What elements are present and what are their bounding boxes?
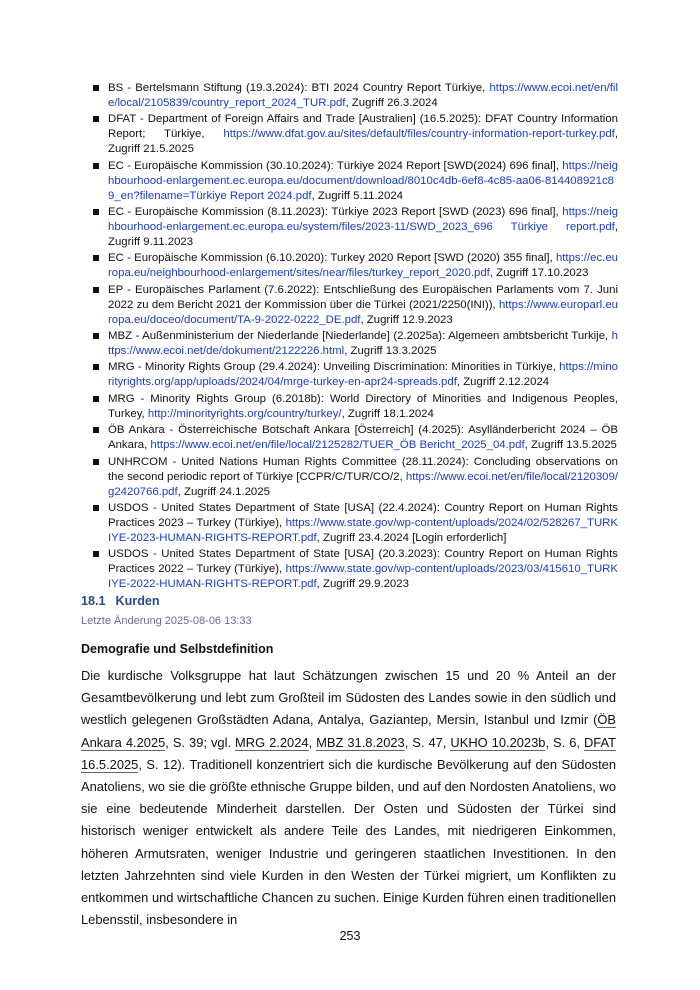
body-paragraph: Die kurdische Volksgruppe hat laut Schätzungen zwischen 15 und 20 % Anteil an der Gesamtbevölkerung und lebt zum Großteil im Südosten des Landes sowie in den südlich und westlich gelegenen Großstädten Adana, Antalya, Gaziantep, Mersin, Istanbul und Izmir (ÖB Ankara 4.2025, S. 39; vgl. MRG 2.2024, MBZ 31.8.2023, S. 47, UKHO 10.2023b, S. 6, DFAT 16.5.2025, S. 12). Traditionell konzentriert sich die kurdische Bevölkerung auf den Südosten Anatoliens, wo sie die größte ethnische Gruppe bilden, und auf den Nordosten Anatoliens, wo sie eine bedeutende Minderheit darstellen. Der Osten und Südosten der Türkei sind historisch weniger entwickelt als andere Teile des Landes, mit niedrigeren Einkommen, höheren Armutsraten, weniger Industrie und geringeren staatlichen Investitionen. In den letzten Jahrzehnten sind viele Kurden in den Westen der Türkei migriert, um Konflikten zu entkommen und wirtschaftliche Chancen zu suchen. Einige Kurden führen einen traditionellen Lebensstil, insbesondere in — [81, 668, 616, 928]
reference-link[interactable]: https://www.state.gov/wp-content/uploads/2024/02/528267_TURKIYE-2023-HUMAN-RIGHTS-REPORT.pdf — [108, 516, 618, 544]
reference-item: MRG - Minority Rights Group (6.2018b): World Directory of Minorities and Indigenous Peoples, Turkey, http://minorityrights.org/country/turkey/, Zugriff 18.1.2024 — [93, 392, 618, 422]
section-number: 18.1 — [81, 594, 106, 608]
bullet-icon — [93, 505, 99, 511]
last-updated: Letzte Änderung 2025-08-06 13:33 — [81, 615, 252, 627]
reference-link[interactable]: https://ec.europa.eu/neighbourhood-enlargement/sites/near/files/turkey_report_2020.pdf — [108, 252, 618, 280]
citation-link[interactable]: MRG 2.2024 — [235, 734, 309, 750]
bullet-icon — [93, 85, 99, 91]
reference-item: EC - Europäische Kommission (6.10.2020): Turkey 2020 Report [SWD (2020) 355 final], https://ec.europa.eu/neighbourhood-enlargement/sites/near/files/turkey_report_2020.pdf, Zugriff 17.10.2023 — [93, 251, 618, 281]
bullet-icon — [93, 333, 99, 339]
reference-link[interactable]: http://minorityrights.org/country/turkey/ — [147, 407, 342, 420]
bullet-icon — [93, 209, 99, 215]
reference-item: DFAT - Department of Foreign Affairs and Trade [Australien] (16.5.2025): DFAT Country Information Report; Türkiye, https://www.dfat.gov.au/sites/default/files/country-information-report-turkey.pdf, Zugriff 21.5.2025 — [93, 112, 618, 157]
citation-link[interactable]: MBZ 31.8.2023 — [316, 734, 405, 750]
bullet-icon — [93, 163, 99, 169]
bullet-icon — [93, 255, 99, 261]
reference-item: MBZ - Außenministerium der Niederlande [Niederlande] (2.2025a): Algemeen ambtsbericht Turkije, https://www.ecoi.net/de/dokument/2122226.html, Zugriff 13.3.2025 — [93, 329, 618, 359]
reference-item: USDOS - United States Department of State [USA] (22.4.2024): Country Report on Human Rights Practices 2023 – Turkey (Türkiye), https://www.state.gov/wp-content/uploads/2024/02/528267_TURKIYE-2023-HUMAN-RIGHTS-REPORT.pdf, Zugriff 23.4.2024 [Login erforderlich] — [93, 501, 618, 546]
reference-item: USDOS - United States Department of State [USA] (20.3.2023): Country Report on Human Rights Practices 2022 – Turkey (Türkiye), https://www.state.gov/wp-content/uploads/2023/03/415610_TURKIYE-2022-HUMAN-RIGHTS-REPORT.pdf, Zugriff 29.9.2023 — [93, 547, 618, 592]
reference-link[interactable]: https://www.ecoi.net/en/file/local/2125282/TUER_ÖB Bericht_2025_04.pdf — [150, 439, 525, 452]
reference-link[interactable]: https://www.ecoi.net/en/file/local/2105839/country_report_2024_TUR.pdf — [108, 82, 618, 109]
bullet-icon — [93, 364, 99, 370]
reference-item: MRG - Minority Rights Group (29.4.2024): Unveiling Discrimination: Minorities in Türkiye, https://minorityrights.org/app/uploads/2024/04/mrge-turkey-en-apr24-spreads.pdf, Zugriff 2.12.2024 — [93, 360, 618, 390]
bullet-icon — [93, 116, 99, 122]
reference-item: EP - Europäisches Parlament (7.6.2022): Entschließung des Europäischen Parlaments vom 7. Juni 2022 zu dem Bericht 2021 der Kommission über die Türkei (2021/2250(INI)), https://www.europarl.europa.eu/doceo/document/TA-9-2022-0222_DE.pdf, Zugriff 12.9.2023 — [93, 283, 618, 328]
reference-link[interactable]: https://minorityrights.org/app/uploads/2024/04/mrge-turkey-en-apr24-spreads.pdf — [108, 361, 618, 389]
citation-link[interactable]: UKHO 10.2023b — [450, 734, 546, 750]
reference-link[interactable]: https://www.dfat.gov.au/sites/default/files/country-information-report-turkey.pdf — [223, 128, 615, 141]
section-heading — [81, 594, 160, 608]
citation-link[interactable]: DFAT 16.5.2025 — [81, 734, 616, 772]
citation-link[interactable]: ÖB Ankara 4.2025 — [81, 712, 616, 750]
subheading: Demografie und Selbstdefinition — [81, 642, 274, 656]
bullet-icon — [93, 427, 99, 433]
reference-link[interactable]: https://www.ecoi.net/en/file/local/2120309/g2420766.pdf — [108, 470, 618, 498]
reference-link[interactable]: https://www.europarl.europa.eu/doceo/document/TA-9-2022-0222_DE.pdf — [108, 298, 618, 326]
reference-item: UNHRCOM - United Nations Human Rights Committee (28.11.2024): Concluding observations on the second periodic report of Türkiye [CCPR/C/TUR/CO/2, https://www.ecoi.net/en/file/local/2120309/g2420766.pdf, Zugriff 24.1.2025 — [93, 455, 618, 500]
reference-item: BS - Bertelsmann Stiftung (19.3.2024): BTI 2024 Country Report Türkiye, https://www.ecoi.net/en/file/local/2105839/country_report_2024_TUR.pdf, Zugriff 26.3.2024 — [93, 81, 618, 111]
reference-link[interactable]: https://www.state.gov/wp-content/uploads/2023/03/415610_TURKIYE-2022-HUMAN-RIGHTS-REPORT.pdf — [108, 563, 618, 591]
bullet-icon — [93, 287, 99, 293]
section-title: Kurden — [115, 594, 160, 608]
bullet-icon — [93, 459, 99, 465]
reference-link[interactable]: https://www.ecoi.net/de/dokument/2122226.html — [108, 330, 618, 357]
reference-item: ÖB Ankara - Österreichische Botschaft Ankara [Österreich] (4.2025): Asylländerbericht 2024 – ÖB Ankara, https://www.ecoi.net/en/file/local/2125282/TUER_ÖB Bericht_2025_04.pdf, Zugriff 13.5.2025 — [93, 423, 618, 453]
page-number: 253 — [339, 929, 361, 943]
bullet-icon — [93, 551, 99, 557]
reference-item: EC - Europäische Kommission (30.10.2024): Türkiye 2024 Report [SWD(2024) 696 final], https://neighbourhood-enlargement.ec.europa.eu/document/download/8010c4db-6ef8-4c85-aa06-814408921c89_en?filename=Türkiye Report 2024.pdf, Zugriff 5.11.2024 — [93, 159, 618, 204]
reference-link[interactable]: https://neighbourhood-enlargement.ec.europa.eu/system/files/2023-11/SWD_2023_696 Türkiye report.pdf — [108, 206, 618, 233]
reference-list — [93, 81, 618, 594]
reference-item: EC - Europäische Kommission (8.11.2023): Türkiye 2023 Report [SWD (2023) 696 final], https://neighbourhood-enlargement.ec.europa.eu/system/files/2023-11/SWD_2023_696 Türkiye report.pdf, Zugriff 9.11.2023 — [93, 205, 618, 250]
reference-link[interactable]: https://neighbourhood-enlargement.ec.europa.eu/document/download/8010c4db-6ef8-4c85-aa06-814408921c89_en?filename=Türkiye Report 2024.pdf — [108, 159, 618, 202]
bullet-icon — [93, 396, 99, 402]
